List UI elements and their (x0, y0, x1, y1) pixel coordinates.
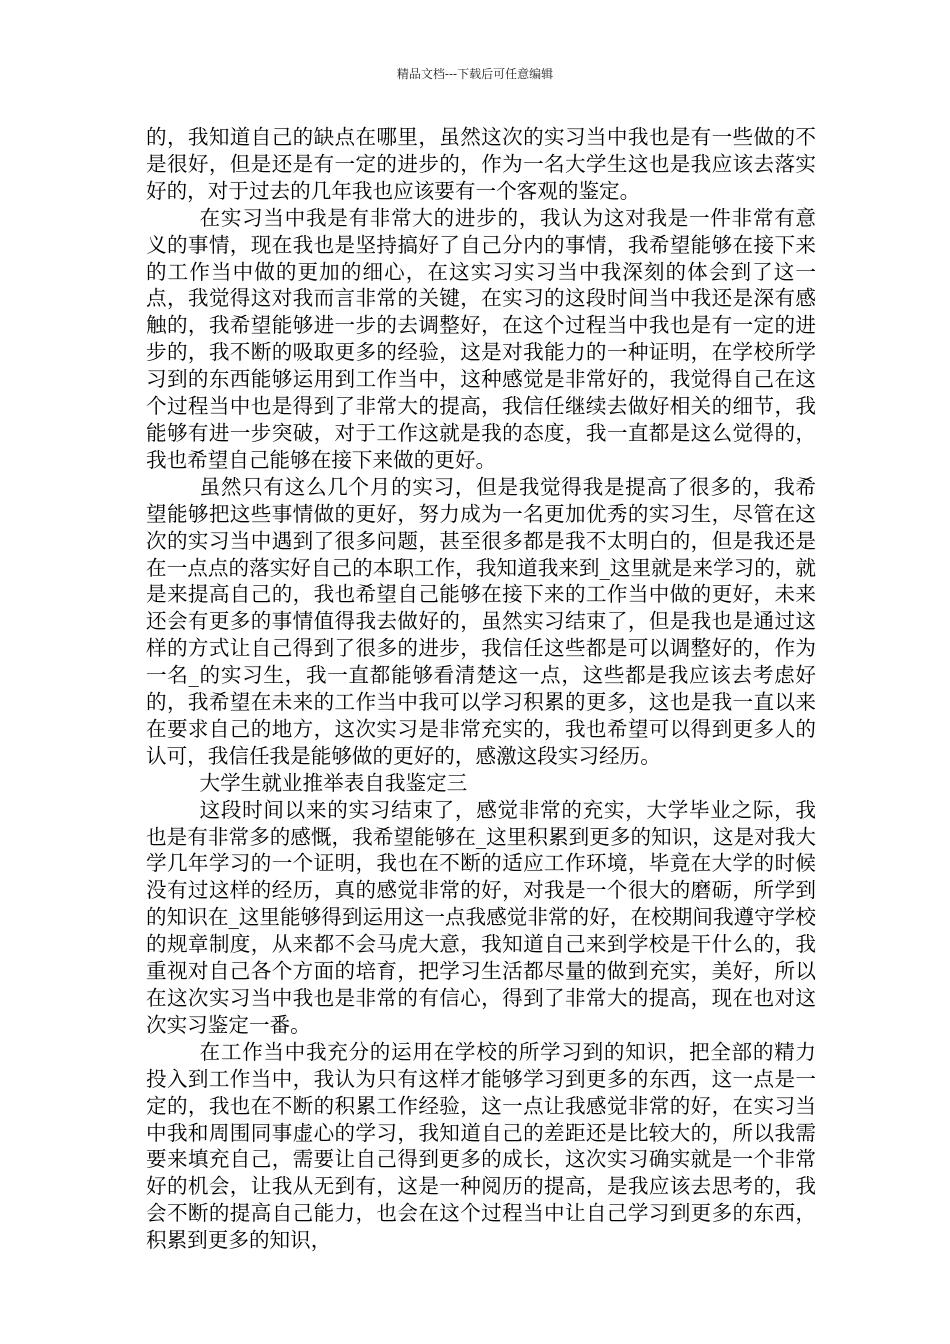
paragraph: 的，我知道自己的缺点在哪里，虽然这次的实习当中我也是有一些做的不是很好，但是还是有一定的进步的，作为一名大学生这也是我应该去落实好的，对于过去的几年我也应该要有一个客观的鉴定。 (146, 125, 816, 203)
document-body (146, 124, 816, 1254)
paragraph: 在工作当中我充分的运用在学校的所学习到的知识，把全部的精力投入到工作当中，我认为只有这样才能够学习到更多的东西，这一点是一定的，我也在不断的积累工作经验，这一点让我感觉非常的好，在实习当中我和周围同事虚心的学习，我知道自己的差距还是比较大的，所以我需要来填充自己，需要让自己得到更多的成长，这次实习确实就是一个非常好的机会，让我从无到有，这是一种阅历的提高，是我应该去思考的，我会不断的提高自己能力，也会在这个过程当中让自己学习到更多的东西，积累到更多的知识， (146, 1039, 816, 1253)
page-header: 精品文档---下载后可任意编辑 (396, 67, 554, 81)
paragraph: 在实习当中我是有非常大的进步的，我认为这对我是一件非常有意义的事情，现在我也是坚持搞好了自己分内的事情，我希望能够在接下来的工作当中做的更加的细心，在这实习实习当中我深刻的体会到了这一点，我觉得这对我而言非常的关键，在实习的这段时间当中我还是深有感触的，我希望能够进一步的去调整好，在这个过程当中我也是有一定的进步的，我不断的吸取更多的经验，这是对我能力的一种证明，在学校所学习到的东西能够运用到工作当中，这种感觉是非常好的，我觉得自己在这个过程当中也是得到了非常大的提高，我信任继续去做好相关的细节，我能够有进一步突破，对于工作这就是我的态度，我一直都是这么觉得的，我也希望自己能够在接下来做的更好。 (146, 205, 816, 472)
paragraph: 虽然只有这么几个月的实习，但是我觉得我是提高了很多的，我希望能够把这些事情做的更好，努力成为一名更加优秀的实习生，尽管在这次的实习当中遇到了很多问题，甚至很多都是我不太明白的，但是我还是在一点点的落实好自己的本职工作，我知道我来到_这里就是来学习的，就是来提高自己的，我也希望自己能够在接下来的工作当中做的更好，未来还会有更多的事情值得我去做好的，虽然实习结束了，但是我也是通过这样的方式让自己得到了很多的进步，我信任这些都是可以调整好的，作为一名_的实习生，我一直都能够看清楚这一点，这些都是我应该去考虑好的，我希望在未来的工作当中我可以学习积累的更多，这也是我一直以来在要求自己的地方，这次实习是非常充实的，我也希望可以得到更多人的认可，我信任我是能够做的更好的，感激这段实习经历。 (146, 474, 816, 768)
section-heading: 大学生就业推举表自我鉴定三 (199, 770, 468, 795)
paragraph: 这段时间以来的实习结束了，感觉非常的充实，大学毕业之际，我也是有非常多的感慨，我希望能够在_这里积累到更多的知识，这是对我大学几年学习的一个证明，我也在不断的适应工作环境，毕竟在大学的时候没有过这样的经历，真的感觉非常的好，对我是一个很大的磨砺，所学到的知识在_这里能够得到运用这一点我感觉非常的好，在校期间我遵守学校的规章制度，从来都不会马虎大意，我知道自己来到学校是干什么的，我重视对自己各个方面的培育，把学习生活都尽量的做到充实，美好，所以在这次实习当中我也是非常的有信心，得到了非常大的提高，现在也对这次实习鉴定一番。 (146, 797, 816, 1037)
